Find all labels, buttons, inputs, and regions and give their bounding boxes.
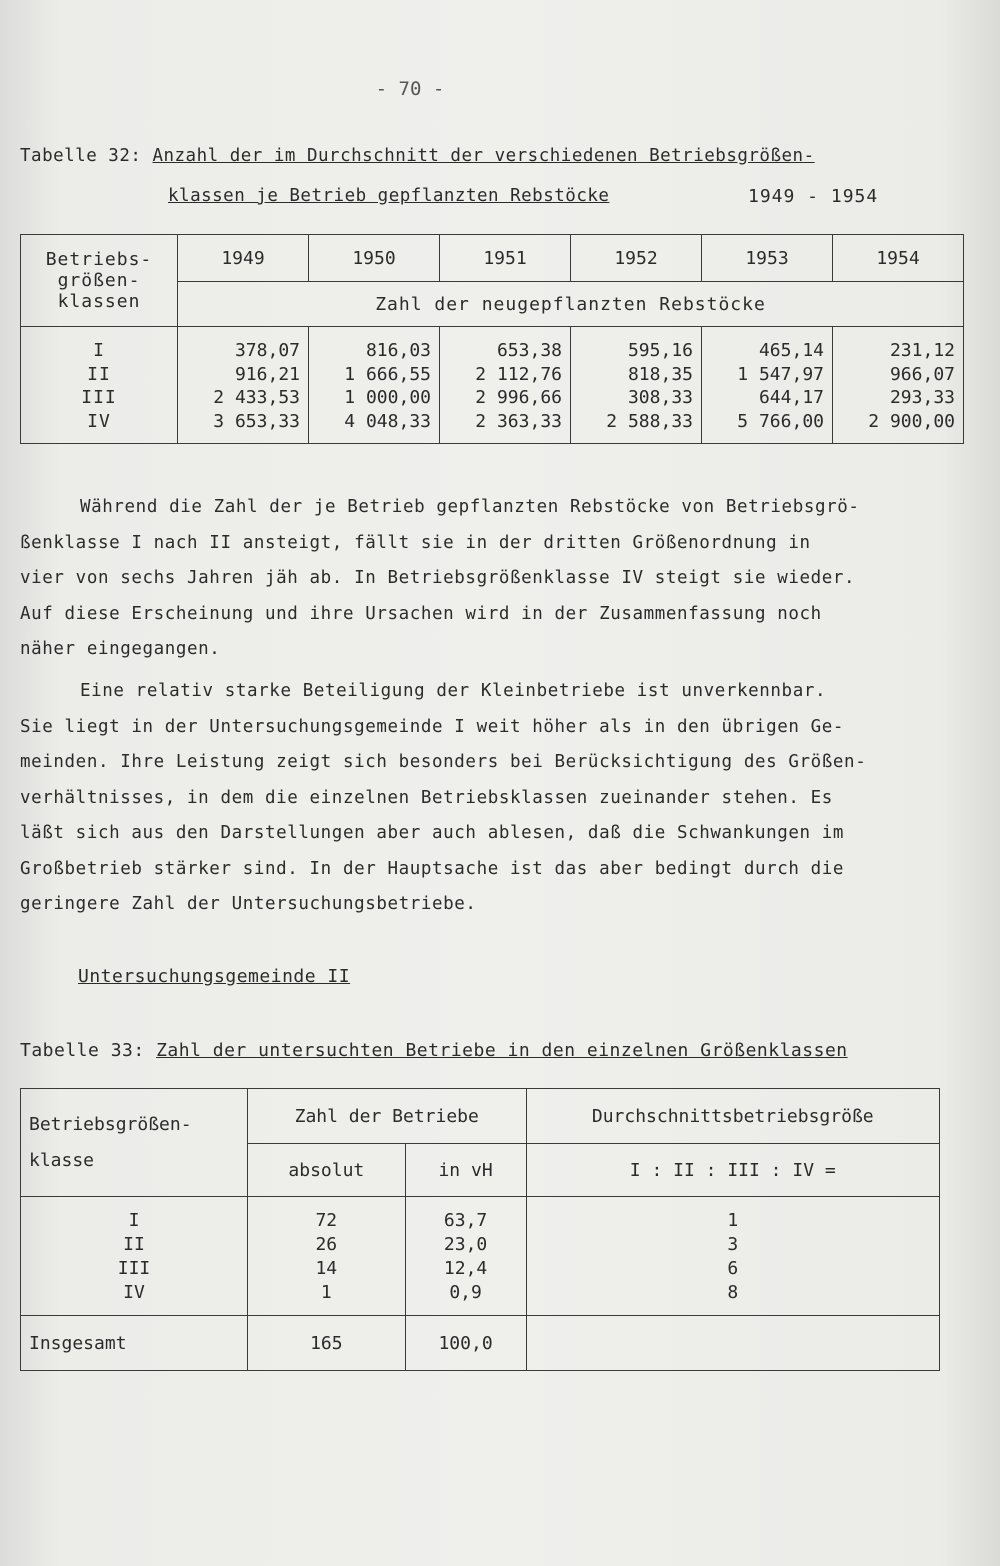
- table33-pct-column: [405, 1197, 526, 1316]
- table33-caption: [20, 1040, 848, 1061]
- table33-cell: 6: [727, 1258, 739, 1279]
- table32-class-label: IV: [87, 410, 111, 432]
- table32-cell: 653,38: [496, 340, 562, 361]
- table32-class-label: III: [81, 387, 117, 408]
- paragraph-line: Großbetrieb stärker sind. In der Hauptsache ist das aber bedingt durch die: [20, 858, 845, 879]
- table32-year-range: 1949 - 1954: [748, 186, 879, 207]
- paragraph-line: Eine relativ starke Beteiligung der Kleinbetriebe ist unverkennbar.: [80, 681, 827, 701]
- table33-class-label: IV: [123, 1282, 145, 1303]
- table32-cell: 644,17: [758, 387, 824, 408]
- table32-cell: 595,16: [627, 340, 693, 361]
- table32-cell: 818,35: [627, 363, 693, 385]
- table33-ratio-header: I : II : III : IV =: [526, 1144, 940, 1197]
- paragraph-line: geringere Zahl der Untersuchungsbetriebe.: [20, 894, 477, 914]
- paragraph-line: Sie liegt in der Untersuchungsgemeinde I weit höher als in den übrigen Ge-: [20, 716, 845, 737]
- table33-total-empty: [526, 1316, 940, 1371]
- table33-cell: 12,4: [443, 1258, 488, 1279]
- paragraph-line: meinden. Ihre Leistung zeigt sich besonders bei Berücksichtigung des Größen-: [20, 752, 867, 772]
- paragraph-line: Während die Zahl der je Betrieb gepflanzten Rebstöcke von Betriebsgrö-: [80, 497, 860, 517]
- table33-cell: 72: [315, 1210, 338, 1231]
- table32-cell: 2 900,00: [868, 410, 955, 432]
- table32-cell: 816,03: [365, 340, 431, 361]
- section-heading: Untersuchungsgemeinde II: [78, 966, 351, 987]
- table33-total-pct: 100,0: [405, 1316, 526, 1371]
- table32-column-1953: [702, 327, 833, 444]
- table33-avg-header: Durchschnittsbetriebsgröße: [526, 1089, 940, 1144]
- page-number: - 70 -: [375, 78, 445, 100]
- table33-cell: 14: [315, 1258, 338, 1279]
- table32-cell: 2 433,53: [213, 387, 300, 408]
- table33-absolut-column: [248, 1197, 406, 1316]
- paragraph-1: [20, 490, 970, 668]
- table32-cell: 465,14: [758, 340, 824, 361]
- table33-total-label: Insgesamt: [21, 1316, 248, 1371]
- table33-classes: [21, 1197, 248, 1316]
- table32-column-1949: [178, 327, 309, 444]
- table33-caption-text: Zahl der untersuchten Betriebe in den einzelnen Größenklassen: [156, 1040, 848, 1061]
- table32-year: 1951: [440, 235, 571, 282]
- table32-year: 1953: [702, 235, 833, 282]
- table33-class-header: Betriebsgrößen- klasse: [21, 1089, 248, 1197]
- table32-cell: 1 000,00: [344, 387, 431, 408]
- table32-row-header: Betriebs- größen- klassen: [21, 235, 178, 327]
- table33-cell: 63,7: [443, 1210, 488, 1231]
- table33-total-abs: 165: [248, 1316, 406, 1371]
- table32: [20, 234, 964, 444]
- table32-year: 1950: [309, 235, 440, 282]
- table32-cell: 231,12: [889, 340, 955, 361]
- table33-abs-header: absolut: [248, 1144, 406, 1197]
- table32-classes: [21, 327, 178, 444]
- table32-column-1952: [571, 327, 702, 444]
- table33-class-label: I: [128, 1210, 140, 1231]
- table32-cell: 1 547,97: [737, 363, 824, 385]
- table32-cell: 293,33: [889, 387, 955, 408]
- table33-cell: 1: [727, 1210, 739, 1231]
- table32-cell: 5 766,00: [737, 410, 824, 432]
- table33-cell: 23,0: [443, 1234, 488, 1255]
- table33-caption-prefix: Tabelle 33:: [20, 1040, 145, 1061]
- table33-class-label: III: [117, 1258, 151, 1279]
- table32-cell: 2 588,33: [606, 410, 693, 432]
- table33-class-label: II: [123, 1234, 145, 1255]
- table33-cell: 26: [315, 1234, 338, 1255]
- paragraph-line: vier von sechs Jahren jäh ab. In Betriebsgrößenklasse IV steigt sie wieder.: [20, 568, 856, 588]
- table32-cell: 378,07: [234, 340, 300, 361]
- paragraph-line: näher eingegangen.: [20, 639, 221, 659]
- table32-caption-line1: Anzahl der im Durchschnitt der verschiedenen Betriebsgrößen-: [152, 146, 815, 166]
- table32-cell: 308,33: [627, 387, 693, 408]
- table32-class-label: I: [93, 340, 105, 361]
- table32-cell: 2 112,76: [475, 363, 562, 385]
- table32-caption-line2: klassen je Betrieb gepflanzten Rebstöcke: [168, 186, 610, 206]
- table32-cell: 1 666,55: [344, 363, 431, 385]
- table32-cell: 3 653,33: [213, 410, 300, 432]
- table32-column-1951: [440, 327, 571, 444]
- table33-pct-header: in vH: [405, 1144, 526, 1197]
- table32-cell: 2 996,66: [475, 387, 562, 408]
- table32-subheader: Zahl der neugepflanzten Rebstöcke: [178, 282, 964, 327]
- table33-cell: 1: [320, 1282, 332, 1303]
- table32-year: 1949: [178, 235, 309, 282]
- table33-count-header: Zahl der Betriebe: [248, 1089, 527, 1144]
- table32-cell: 2 363,33: [475, 410, 562, 432]
- table32-cell: 966,07: [889, 363, 955, 385]
- table32-year: 1952: [571, 235, 702, 282]
- table33-cell: 8: [727, 1282, 739, 1303]
- table33-cell: 3: [727, 1234, 739, 1255]
- paragraph-line: Auf diese Erscheinung und ihre Ursachen wird in der Zusammenfassung noch: [20, 603, 822, 624]
- paragraph-line: ßenklasse I nach II ansteigt, fällt sie in der dritten Größenordnung in: [20, 532, 811, 553]
- table32-caption-prefix: Tabelle 32:: [20, 146, 142, 166]
- table33-cell: 0,9: [449, 1282, 482, 1303]
- table32-year: 1954: [833, 235, 964, 282]
- table32-cell: 4 048,33: [344, 410, 431, 432]
- table32-column-1950: [309, 327, 440, 444]
- table33-ratio-column: [526, 1197, 940, 1316]
- table32-cell: 916,21: [234, 363, 300, 385]
- paragraph-line: läßt sich aus den Darstellungen aber auch ablesen, daß die Schwankungen im: [20, 823, 845, 843]
- paragraph-2: [20, 674, 970, 923]
- table33: [20, 1088, 940, 1371]
- paragraph-line: verhältnisses, in dem die einzelnen Betriebsklassen zueinander stehen. Es: [20, 787, 833, 808]
- table32-class-label: II: [87, 363, 111, 385]
- table32-caption: [20, 146, 815, 166]
- table32-column-1954: [833, 327, 964, 444]
